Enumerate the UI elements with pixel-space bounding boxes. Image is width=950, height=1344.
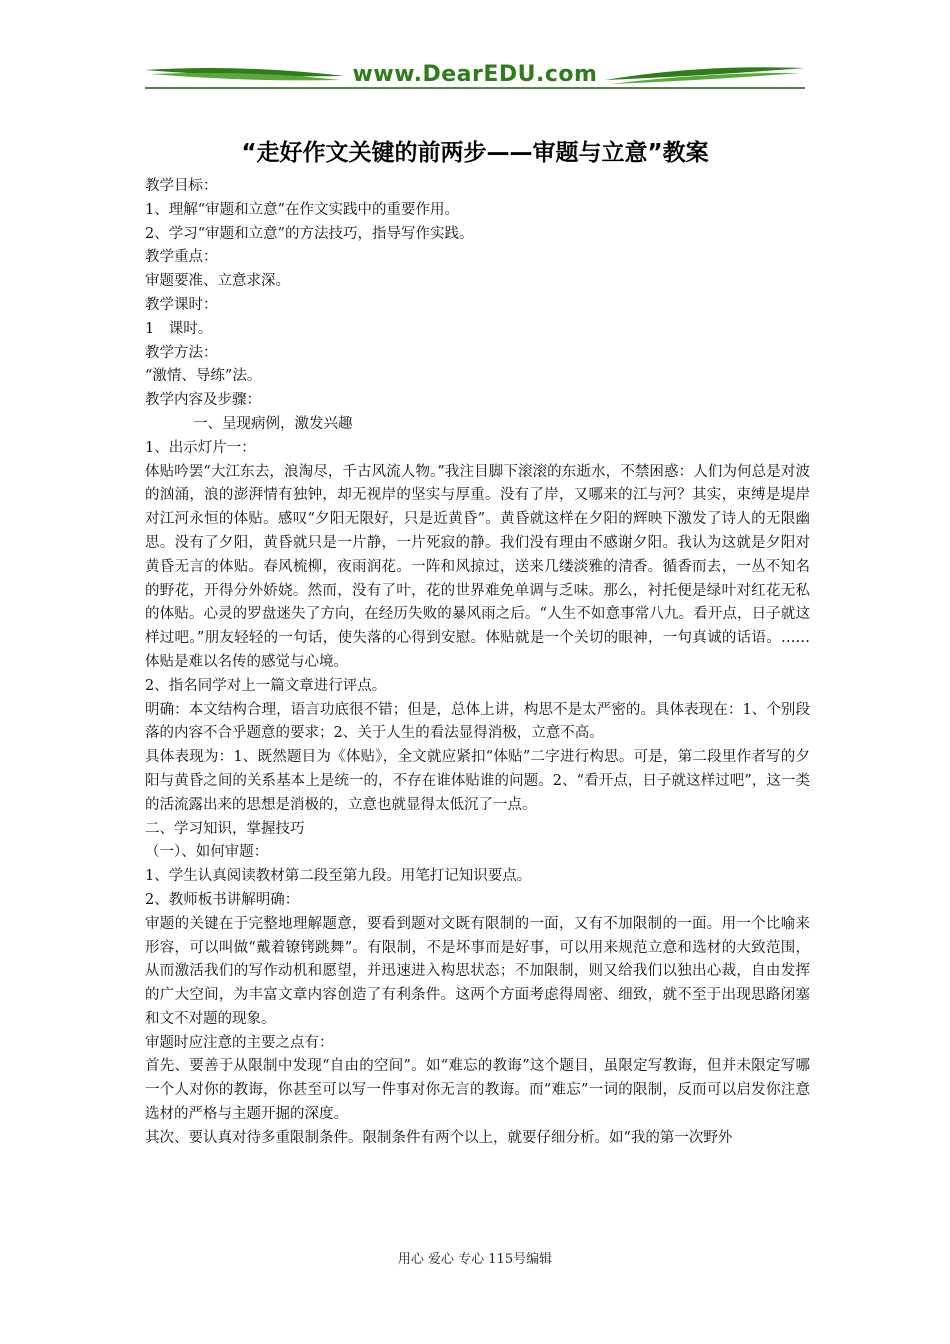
- paragraph: 审题要准、立意求深。: [145, 273, 290, 290]
- section-heading: 二、学习知识，掌握技巧: [145, 820, 305, 837]
- paragraph: 教学内容及步骤：: [145, 392, 261, 409]
- section-heading: 一、呈现病例，激发兴趣: [193, 415, 353, 432]
- paragraph: 1 课时。: [145, 320, 213, 337]
- paragraph: 审题时应注意的主要之点有：: [145, 1034, 334, 1051]
- site-brand: www.DearEDU.com: [352, 62, 598, 87]
- paragraph: （一）、如何审题：: [145, 844, 269, 861]
- paragraph: 教学课时：: [145, 296, 218, 313]
- paragraph: 具体表现为：1、既然题目为《体贴》，全文就应紧扣“体贴”二字进行构思。可是，第二段里作者写的夕阳与黄昏之间的关系基本上是统一的，不存在谁体贴谁的问题。2、“看开点，日子就这样过吧”，这一类的活流露出来的思想是消极的，立意也就显得太低沉了一点。: [145, 749, 810, 813]
- paragraph: 其次、要认真对待多重限制条件。限制条件有两个以上，就要仔细分析。如“我的第一次野外: [145, 1129, 733, 1146]
- paragraph: 2、指名同学对上一篇文章进行评点。: [145, 677, 387, 694]
- paragraph: 教学目标：: [145, 178, 218, 194]
- header-banner: [0, 0, 950, 110]
- paragraph: 体贴吟罢“大江东去，浪淘尽，千古风流人物。”我注目脚下滚滚的东逝水，不禁困惑：人们为何总是对波的汹涌，浪的澎湃情有独钟，却无视岸的坚实与厚重。没有了岸，又哪来的江与河？其实，束缚是堤岸对江河永恒的体贴。感叹“夕阳无限好，只是近黄昏”。黄昏就这样在夕阳的辉映下激发了诗人的无限幽思。没有了夕阳，黄昏就只是一片静，一片死寂的静。我们没有理由不感谢夕阳。我认为这就是夕阳对黄昏无言的体贴。春风梳柳，夜雨润花。一阵和风掠过，送来几缕淡雅的清香。循香而去，一丛不知名的野花，开得分外娇娆。然而，没有了叶，花的世界难免单调与乏味。那么，衬托便是绿叶对红花无私的体贴。心灵的罗盘迷失了方向，在经历失败的暴风雨之后。“人生不如意事常八九。看开点，日子就这样过吧。”朋友轻轻的一句话，使失落的心得到安慰。体贴就是一个关切的眼神，一句真诚的话语。……体贴是难以名传的感觉与心境。: [145, 463, 810, 670]
- paragraph: 1、学生认真阅读教材第二段至第九段。用笔打记知识要点。: [145, 868, 532, 885]
- paragraph: 2、学习“审题和立意”的方法技巧，指导写作实践。: [145, 225, 474, 242]
- paragraph: 1、出示灯片一：: [145, 439, 256, 456]
- paragraph: 明确：本文结构合理，语言功底很不错；但是，总体上讲，构思不是太严密的。具体表现在：1、个别段落的内容不合乎题意的要求；2、关于人生的看法显得消极，立意不高。: [145, 701, 810, 742]
- grass-swoosh-logo: [0, 0, 950, 110]
- paragraph: 审题的关键在于完整地理解题意，要看到题对文既有限制的一面，又有不加限制的一面。用一个比喻来形容，可以叫做“戴着镣铐跳舞”。有限制，不是坏事而是好事，可以用来规范立意和选材的大致范围，从而激活我们的写作动机和愿望，并迅速进入构思状态；不加限制，则又给我们以独出心裁，自由发挥的广大空间，为丰富文章内容创造了有利条件。这两个方面考虑得周密、细致，就不至于出现思路闭塞和文不对题的现象。: [145, 915, 810, 1027]
- page-title: “走好作文关键的前两步——审题与立意”教案: [241, 140, 709, 166]
- paragraph: 2、教师板书讲解明确：: [145, 891, 300, 908]
- paragraph: 教学方法：: [145, 344, 218, 361]
- document-body: [145, 175, 810, 1151]
- paragraph: “激情、导练”法。: [145, 368, 262, 385]
- paragraph: 首先、要善于从限制中发现“自由的空间”。如“难忘的教诲”这个题目，虽限定写教诲，但并未限定写哪一个人对你的教诲，你甚至可以写一件事对你无言的教诲。而“难忘”一词的限制，反而可以启发你注意选材的严格与主题开掘的深度。: [145, 1058, 810, 1123]
- page-footer: 用心 爱心 专心 115号编辑: [397, 1252, 553, 1267]
- paragraph: 教学重点：: [145, 249, 218, 266]
- paragraph: 1、理解“审题和立意”在作文实践中的重要作用。: [145, 201, 460, 218]
